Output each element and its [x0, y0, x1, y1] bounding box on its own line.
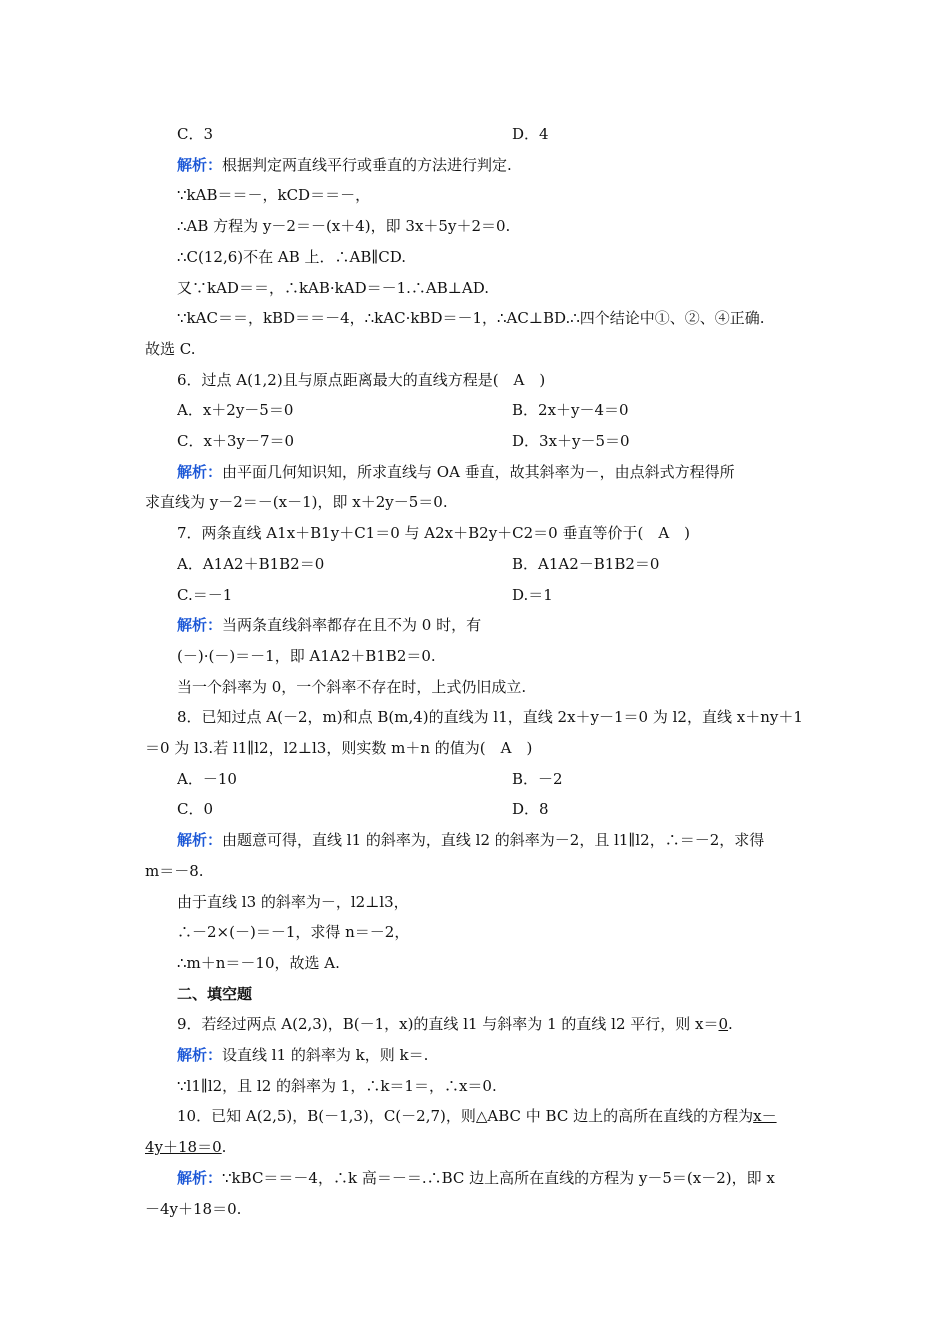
text-line — [177, 643, 810, 669]
text-line — [177, 520, 810, 546]
answer-line — [177, 1165, 810, 1191]
text-line-continued — [145, 336, 810, 362]
fill-question — [177, 1011, 810, 1037]
option-row — [177, 582, 810, 608]
question-text: 9．若经过两点 A(2,3)，B(－1，x)的直线 l1 与斜率为 1 的直线 l2 平行，则 x＝ — [177, 1015, 719, 1034]
line-text: ∴AB 方程为 y－2＝－(x＋4)，即 3x＋5y＋2＝0. — [177, 217, 511, 236]
option-a: C．x＋3y－7＝0 — [177, 432, 295, 450]
line-text: 由于直线 l3 的斜率为－，l2⊥l3， — [177, 892, 409, 911]
text-line-continued — [145, 858, 810, 884]
line-text: 6．过点 A(1,2)且与原点距离最大的直线方程是( A ) — [177, 370, 546, 389]
answer-label: 解析： — [177, 831, 223, 850]
answer-line — [177, 612, 810, 638]
text-line — [177, 889, 810, 915]
option-a: C.＝－1 — [177, 585, 233, 604]
option-row — [177, 428, 810, 454]
line-text: 故选 C. — [145, 339, 196, 358]
option-b: D．4 — [512, 125, 549, 143]
answer-label: 解析： — [177, 155, 223, 174]
section-heading — [177, 981, 810, 1007]
option-b: D.＝1 — [512, 585, 553, 604]
text-line — [177, 305, 810, 331]
option-row — [177, 121, 810, 147]
answer-label: 解析： — [177, 1046, 223, 1064]
answer-text: ∵kBC＝＝－4，∴k 高＝－＝.∴BC 边上高所在直线的方程为 y－5＝(x－2)，即 x — [222, 1168, 775, 1187]
answer-text: 设直线 l1 的斜率为 k，则 k＝. — [222, 1046, 429, 1064]
text-line — [177, 182, 810, 208]
text-line — [177, 1073, 810, 1099]
question-tail: . — [221, 1138, 227, 1157]
line-text: 当一个斜率为 0，一个斜率不存在时，上式仍旧成立. — [177, 677, 527, 696]
line-text: ∵kAC＝＝，kBD＝＝－4，∴kAC·kBD＝－1，∴AC⊥BD.∴四个结论中①、②、④正确. — [177, 309, 765, 328]
line-text: 7．两条直线 A1x＋B1y＋C1＝0 与 A2x＋B2y＋C2＝0 垂直等价于( A ) — [177, 524, 691, 543]
line-text: －4y＋18＝0. — [145, 1199, 242, 1218]
option-b: B．A1A2－B1B2＝0 — [512, 554, 660, 573]
line-text: ∴C(12,6)不在 AB 上．∴AB∥CD. — [177, 247, 407, 266]
fill-answer: x－ — [753, 1107, 777, 1126]
text-line — [177, 213, 810, 239]
option-a: A．A1A2＋B1B2＝0 — [177, 554, 325, 573]
line-text: 8．已知过点 A(－2，m)和点 B(m,4)的直线为 l1，直线 2x＋y－1＝0 为 l2，直线 x＋ny＋1 — [177, 708, 803, 727]
answer-line — [177, 1042, 810, 1068]
option-row — [177, 397, 810, 423]
answer-text: 根据判定两直线平行或垂直的方法进行判定. — [222, 155, 512, 174]
text-line — [177, 275, 810, 301]
option-row — [177, 766, 810, 792]
answer-line — [177, 459, 810, 485]
answer-label: 解析： — [177, 616, 223, 635]
answer-text: 由平面几何知识知，所求直线与 OA 垂直，故其斜率为－，由点斜式方程得所 — [222, 462, 735, 481]
text-line — [177, 950, 810, 976]
line-text: ∵l1∥l2，且 l2 的斜率为 1，∴k＝1＝，∴x＝0. — [177, 1076, 497, 1095]
answer-label: 解析： — [177, 462, 223, 481]
question-tail: . — [728, 1015, 733, 1034]
answer-text: 由题意可得，直线 l1 的斜率为，直线 l2 的斜率为－2，且 l1∥l2，∴＝－2，求得 — [222, 831, 765, 850]
question-text: 10．已知 A(2,5)，B(－1,3)，C(－2,7)，则△ABC 中 BC 边上的高所在直线的方程为 — [177, 1107, 754, 1126]
option-row — [177, 551, 810, 577]
text-line — [177, 919, 810, 945]
option-a: A．－10 — [177, 769, 237, 788]
answer-text: 当两条直线斜率都存在且不为 0 时，有 — [222, 616, 482, 635]
line-text: m＝－8. — [145, 861, 204, 880]
line-text: ＝0 为 l3.若 l1∥l2，l2⊥l3，则实数 m＋n 的值为( A ) — [145, 739, 533, 757]
fill-answer: 0 — [718, 1015, 729, 1034]
option-a: C．3 — [177, 125, 214, 143]
option-row — [177, 796, 810, 822]
option-b: D．3x＋y－5＝0 — [512, 432, 630, 450]
line-text: 求直线为 y－2＝－(x－1)，即 x＋2y－5＝0. — [145, 493, 448, 512]
answer-line — [177, 152, 810, 178]
line-text: ∴－2×(－)＝－1，求得 n＝－2， — [177, 923, 410, 942]
text-line — [177, 367, 810, 393]
text-line-continued — [145, 489, 810, 515]
text-line-continued — [145, 1196, 810, 1222]
section-heading-text: 二、填空题 — [177, 984, 253, 1003]
option-a: C．0 — [177, 800, 214, 819]
option-b: B．－2 — [512, 769, 563, 788]
fill-question-continued — [145, 1134, 810, 1160]
text-line — [177, 674, 810, 700]
text-line-continued — [145, 735, 810, 761]
answer-line — [177, 827, 810, 853]
fill-answer: 4y＋18＝0 — [145, 1138, 222, 1157]
text-line — [177, 244, 810, 270]
line-text: ∴m＋n＝－10，故选 A. — [177, 953, 340, 972]
option-b: D．8 — [512, 800, 549, 819]
option-b: B．2x＋y－4＝0 — [512, 401, 629, 420]
answer-label: 解析： — [177, 1168, 223, 1187]
text-line — [177, 704, 810, 730]
line-text: 又∵kAD＝＝，∴kAB·kAD＝－1.∴AB⊥AD. — [177, 278, 489, 297]
option-a: A．x＋2y－5＝0 — [177, 401, 294, 420]
line-text: (－)·(－)＝－1，即 A1A2＋B1B2＝0. — [177, 646, 436, 665]
fill-question — [177, 1103, 810, 1129]
line-text: ∵kAB＝＝－，kCD＝＝－， — [177, 186, 371, 205]
